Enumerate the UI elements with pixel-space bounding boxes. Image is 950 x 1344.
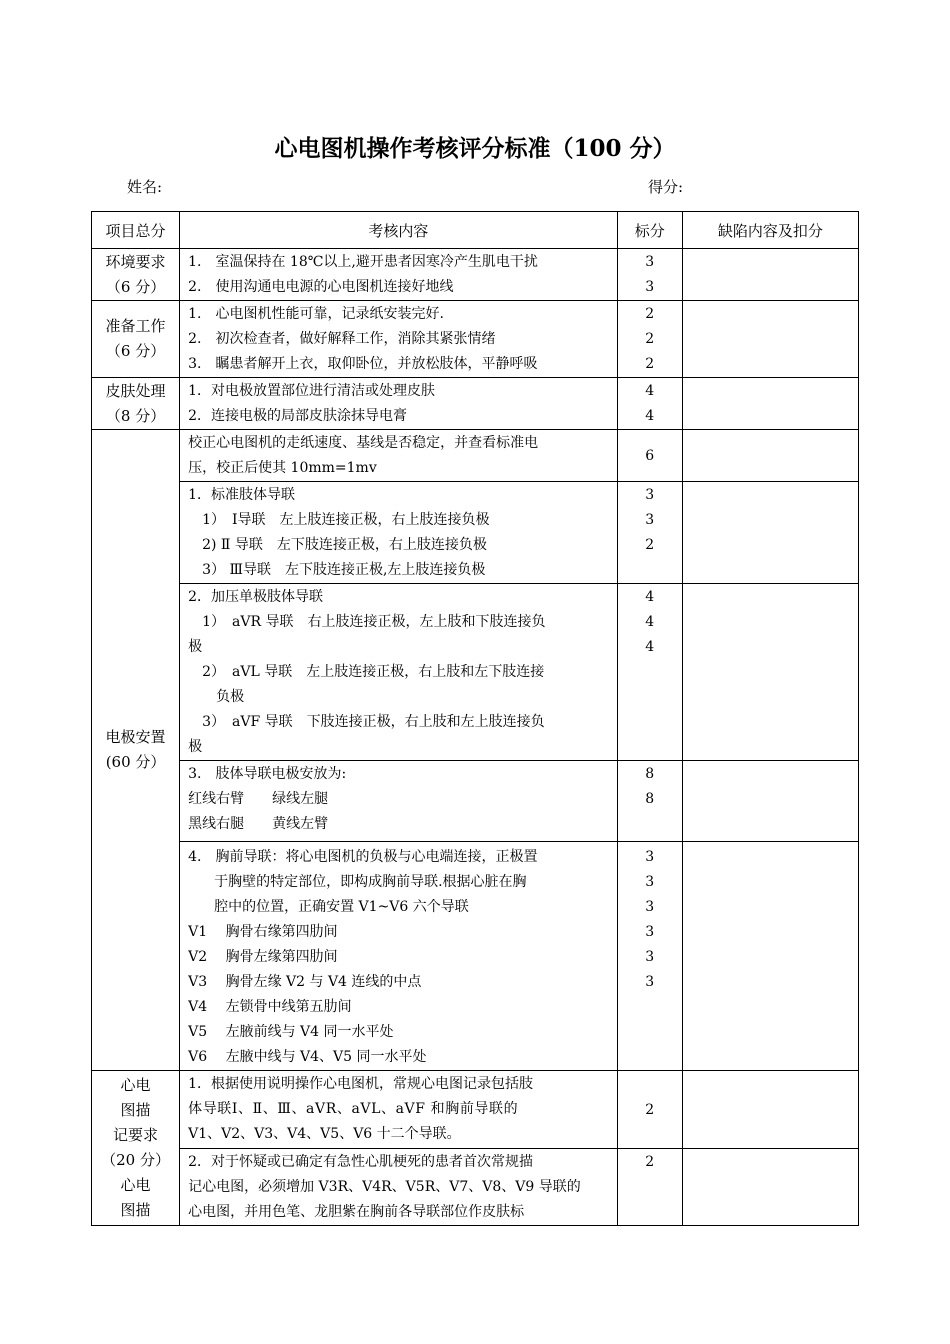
- content-cell: 1．对电极放置部位进行清洁或处理皮肤 2．连接电极的局部皮肤涂抹导电膏: [180, 378, 618, 430]
- table-row: [92, 842, 859, 1071]
- name-label: 姓名:: [127, 178, 163, 196]
- scoring-table: [91, 211, 859, 1226]
- deduction-cell[interactable]: [682, 482, 858, 584]
- header-row: [92, 212, 859, 249]
- deduction-cell[interactable]: [682, 378, 858, 430]
- content-cell: 3. 肢体导联电极安放为: 红线右臂 绿线左腿 黑线右腿 黄线左臂: [180, 761, 618, 842]
- score-cell: 2: [617, 1149, 682, 1226]
- table-row: [92, 584, 859, 761]
- content-cell: 1．标准肢体导联 1） Ⅰ导联 左上肢连接正极，右上肢连接负极 2) Ⅱ 导联 左下肢连接正极，右上肢连接负极 3） Ⅲ导联 左下肢连接正极,左上肢连接负极: [180, 482, 618, 584]
- score-cell: 4 4: [617, 378, 682, 430]
- content-cell: 2．加压单极肢体导联 1） aVR 导联 右上肢连接正极，左上肢和下肢连接负 极 2） aVL 导联 左上肢连接正极，右上肢和左下肢连接 负极 3） aVF 导联 下肢连接正极，右上肢和左上肢连接负 极: [180, 584, 618, 761]
- content-cell: 1. 心电图机性能可靠，记录纸安装完好. 2. 初次检查者，做好解释工作，消除其紧张情绪 3. 瞩患者解开上衣，取仰卧位，并放松肢体，平静呼吸: [180, 301, 618, 378]
- score-cell: 6: [617, 430, 682, 482]
- deduction-cell[interactable]: [682, 1071, 858, 1149]
- deduction-cell[interactable]: [682, 842, 858, 1071]
- deduction-cell[interactable]: [682, 430, 858, 482]
- category-cell: 准备工作 （6 分）: [92, 301, 180, 378]
- score-cell: 8 8: [617, 761, 682, 842]
- deduction-cell[interactable]: [682, 761, 858, 842]
- content-cell: 2．对于怀疑或已确定有急性心肌梗死的患者首次常规描 记心电图，必须增加 V3R、V4R、V5R、V7、V8、V9 导联的 心电图，并用色笔、龙胆紫在胸前各导联部位作皮肤标: [180, 1149, 618, 1226]
- table-row: [92, 301, 859, 378]
- deduction-cell[interactable]: [682, 1149, 858, 1226]
- score-cell: 3 3: [617, 249, 682, 301]
- category-cell: 电极安置 (60 分）: [92, 430, 180, 1071]
- deduction-cell[interactable]: [682, 249, 858, 301]
- score-cell: 3 3 3 3 3 3: [617, 842, 682, 1071]
- category-cell: 皮肤处理 （8 分）: [92, 378, 180, 430]
- header-content: 考核内容: [180, 212, 618, 249]
- table-row: [92, 761, 859, 842]
- score-cell: 2 2 2: [617, 301, 682, 378]
- table-row: [92, 482, 859, 584]
- category-cell: 环境要求 （6 分）: [92, 249, 180, 301]
- content-cell: 校正心电图机的走纸速度、基线是否稳定，并查看标准电 压，校正后使其 10mm=1mv: [180, 430, 618, 482]
- content-cell: 1. 室温保持在 18℃以上,避开患者因寒冷产生肌电干扰 2. 使用沟通电电源的心电图机连接好地线: [180, 249, 618, 301]
- deduction-cell[interactable]: [682, 301, 858, 378]
- deduction-cell[interactable]: [682, 584, 858, 761]
- score-cell: 2: [617, 1071, 682, 1149]
- category-cell: 心电 图描 记要求 （20 分） 心电 图描: [92, 1071, 180, 1226]
- score-cell: 4 4 4: [617, 584, 682, 761]
- table-row: [92, 430, 859, 482]
- content-cell: 1．根据使用说明操作心电图机，常规心电图记录包括肢 体导联Ⅰ、Ⅱ、Ⅲ、aVR、aVL、aVF 和胸前导联的 V1、V2、V3、V4、V5、V6 十二个导联。: [180, 1071, 618, 1149]
- content-cell: 4. 胸前导联：将心电图机的负极与心电端连接，正极置 于胸壁的特定部位，即构成胸前导联.根据心脏在胸 腔中的位置，正确安置 V1~V6 六个导联 V1 胸骨右缘第四肋间 V2 胸骨左缘第四肋间 V3 胸骨左缘 V2 与 V4 连线的中点 V4 左锁骨中线第五肋间 V5 左腋前线与 V4 同一水平处 V6 左腋中线与 V4、V5 同一水平处: [180, 842, 618, 1071]
- header-category: 项目总分: [92, 212, 180, 249]
- table-row: [92, 378, 859, 430]
- header-deduction: 缺陷内容及扣分: [682, 212, 858, 249]
- page-title: 心电图机操作考核评分标准（100 分）: [274, 135, 676, 162]
- score-cell: 3 3 2: [617, 482, 682, 584]
- table-row: [92, 1149, 859, 1226]
- score-label: 得分:: [648, 178, 684, 196]
- table-row: [92, 249, 859, 301]
- header-score: 标分: [617, 212, 682, 249]
- table-row: [92, 1071, 859, 1149]
